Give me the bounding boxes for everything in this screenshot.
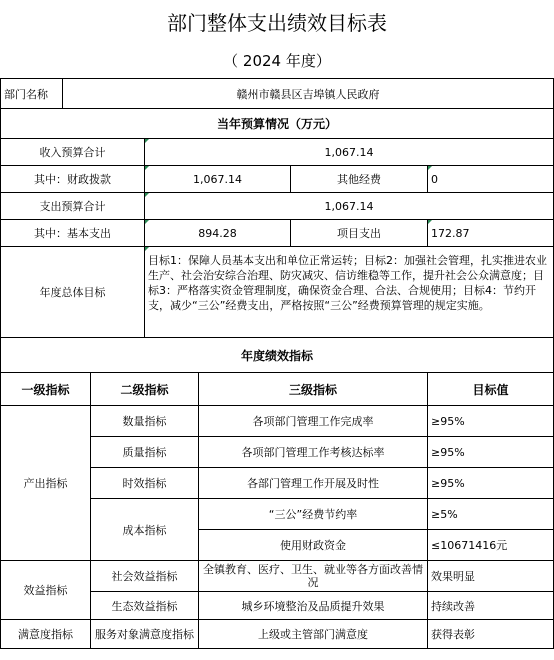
cost-indicator-target-1: ≥5% — [428, 499, 554, 530]
expense-total-row — [1, 193, 554, 220]
cost-indicator-label: 成本指标 — [91, 499, 199, 561]
benefit-indicator-label: 效益指标 — [1, 561, 91, 620]
quantity-indicator-label: 数量指标 — [91, 406, 199, 437]
project-label: 项目支出 — [291, 220, 428, 247]
quality-indicator-label: 质量指标 — [91, 437, 199, 468]
quantity-indicator-target: ≥95% — [428, 406, 554, 437]
timeliness-indicator-target: ≥95% — [428, 468, 554, 499]
other-funds-value: 0 — [428, 166, 554, 193]
indicator-row — [1, 620, 554, 649]
basic-label: 其中：基本支出 — [1, 220, 145, 247]
indicator-row — [1, 561, 554, 592]
quantity-indicator-item: 各项部门管理工作完成率 — [199, 406, 428, 437]
budget-header: 当年预算情况（万元） — [1, 109, 554, 139]
basic-row — [1, 220, 554, 247]
cost-indicator-item-2: 使用财政资金 — [199, 530, 428, 561]
fiscal-label: 其中：财政拨款 — [1, 166, 145, 193]
income-total-row — [1, 139, 554, 166]
col-level2-header: 二级指标 — [91, 373, 199, 406]
dept-row — [1, 79, 554, 109]
project-value: 172.87 — [428, 220, 554, 247]
expense-total-label: 支出预算合计 — [1, 193, 145, 220]
timeliness-indicator-label: 时效指标 — [91, 468, 199, 499]
budget-header-row — [1, 109, 554, 139]
social-benefit-target: 效果明显 — [428, 561, 554, 592]
fiscal-value: 1,067.14 — [145, 166, 291, 193]
quality-indicator-item: 各项部门管理工作考核达标率 — [199, 437, 428, 468]
social-benefit-item: 全镇教育、医疗、卫生、就业等各方面改善情况 — [199, 561, 428, 592]
satisfaction-indicator-label: 满意度指标 — [1, 620, 91, 649]
dept-label: 部门名称 — [1, 79, 63, 109]
service-satisfaction-item: 上级或主管部门满意度 — [199, 620, 428, 649]
ecology-benefit-label: 生态效益指标 — [91, 592, 199, 620]
service-satisfaction-target: 获得表彰 — [428, 620, 554, 649]
col-level3-header: 三级指标 — [199, 373, 428, 406]
page-title: 部门整体支出绩效目标表 — [167, 11, 387, 35]
performance-header-row — [1, 338, 554, 373]
timeliness-indicator-item: 各部门管理工作开展及时性 — [199, 468, 428, 499]
performance-table — [0, 78, 554, 649]
ecology-benefit-item: 城乡环境整治及品质提升效果 — [199, 592, 428, 620]
social-benefit-label: 社会效益指标 — [91, 561, 199, 592]
fiscal-row — [1, 166, 554, 193]
service-satisfaction-label: 服务对象满意度指标 — [91, 620, 199, 649]
income-total-label: 收入预算合计 — [1, 139, 145, 166]
annual-goal-label: 年度总体目标 — [1, 247, 145, 338]
year-subtitle: （ 2024 年度） — [223, 52, 331, 70]
performance-header: 年度绩效指标 — [1, 338, 554, 373]
quality-indicator-target: ≥95% — [428, 437, 554, 468]
cost-indicator-target-2: ≤10671416元 — [428, 530, 554, 561]
ecology-benefit-target: 持续改善 — [428, 592, 554, 620]
cost-indicator-item-1: “三公”经费节约率 — [199, 499, 428, 530]
dept-value: 赣州市赣县区吉埠镇人民政府 — [63, 79, 554, 109]
column-header-row — [1, 373, 554, 406]
other-funds-label: 其他经费 — [291, 166, 428, 193]
output-indicator-label: 产出指标 — [1, 406, 91, 561]
indicator-row — [1, 406, 554, 437]
basic-value: 894.28 — [145, 220, 291, 247]
annual-goal-text: 目标1：保障人员基本支出和单位正常运转；目标2：加强社会管理，扎实推进农业生产、社会治安综合治理、防灾减灾、信访维稳等工作，提升社会公众满意度；目标3：严格落实资金管理制度，确保资金合理、合法、合规使用；目标4：节约开支，减少“三公”经费支出，严格按照“三公”经费预算管理的规定实施。 — [145, 247, 554, 338]
col-target-header: 目标值 — [428, 373, 554, 406]
expense-total-value: 1,067.14 — [145, 193, 554, 220]
col-level1-header: 一级指标 — [1, 373, 91, 406]
income-total-value: 1,067.14 — [145, 139, 554, 166]
annual-goal-row — [1, 247, 554, 338]
